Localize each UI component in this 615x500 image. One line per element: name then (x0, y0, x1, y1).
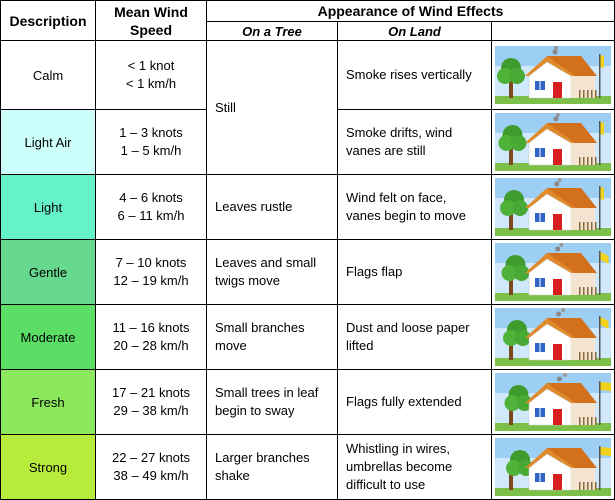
flag-icon (601, 122, 605, 135)
tree-effect-line: begin to sway (215, 403, 295, 418)
fence-post (591, 287, 593, 295)
speed-kmh: 12 – 19 km/h (113, 273, 189, 288)
fence-post (587, 222, 589, 230)
fence-post (595, 222, 597, 230)
fence-post (579, 287, 581, 295)
door-icon (553, 149, 562, 165)
speed-knots: < 1 knot (127, 58, 175, 73)
fence-post (595, 482, 597, 490)
scene-picture-cell (492, 305, 615, 370)
header-on-land: On Land (338, 22, 492, 41)
tree-effect-line: Small trees in leaf (215, 385, 319, 400)
door-icon (553, 82, 562, 98)
tree-effect-cell (207, 435, 338, 500)
speed-knots: 4 – 6 knots (119, 190, 183, 205)
description-cell: Strong (1, 435, 96, 500)
speed-cell (96, 175, 207, 240)
description-cell: Gentle (1, 240, 96, 305)
scene-picture-cell (492, 110, 615, 175)
tree-effect-cell (207, 41, 338, 175)
fence-post (587, 417, 589, 425)
fence-post (579, 157, 581, 165)
fence-post (583, 417, 585, 425)
land-effect-cell (338, 41, 492, 110)
table-row (1, 240, 615, 305)
land-effect-cell (338, 435, 492, 500)
smoke-icon (561, 308, 565, 312)
fence-post (587, 157, 589, 165)
fence-post (595, 90, 597, 98)
table-row (1, 370, 615, 435)
fence-post (579, 352, 581, 360)
fence-post (579, 482, 581, 490)
scene-picture-cell (492, 435, 615, 500)
description-cell: Moderate (1, 305, 96, 370)
land-effect-line: vanes are still (346, 143, 426, 158)
fence-post (587, 352, 589, 360)
door-icon (553, 474, 562, 490)
wind-scene-icon (495, 243, 611, 301)
smoke-icon (563, 373, 567, 377)
wind-scene-icon (495, 308, 611, 366)
table-row (1, 435, 615, 500)
table-row (1, 305, 615, 370)
land-effect-line: Flags fully extended (346, 394, 462, 409)
table-row (1, 41, 615, 110)
fence-post (591, 352, 593, 360)
flag-pole (599, 186, 601, 230)
land-effect-line: Whistling in wires, (346, 441, 451, 456)
speed-knots: 17 – 21 knots (111, 385, 191, 400)
speed-cell (96, 370, 207, 435)
speed-kmh: 20 – 28 km/h (113, 338, 189, 353)
flag-pole (599, 251, 601, 295)
land-effect-cell (338, 110, 492, 175)
land-effect-line: Wind felt on face, (346, 190, 447, 205)
flag-pole (599, 446, 601, 490)
description-cell: Fresh (1, 370, 96, 435)
flag-icon (601, 55, 605, 68)
window-frame (540, 408, 541, 417)
tree-effect-line: twigs move (215, 273, 281, 288)
scene-picture-cell (492, 175, 615, 240)
speed-kmh: 29 – 38 km/h (113, 403, 189, 418)
land-effect-cell (338, 175, 492, 240)
land-effect-line: Smoke drifts, wind (346, 125, 453, 140)
header-mean-wind-line1: Mean Wind (114, 3, 188, 20)
speed-knots: 11 – 16 knots (112, 320, 190, 335)
fence-post (595, 352, 597, 360)
smoke-icon (554, 46, 558, 50)
tree-crown-icon (509, 68, 525, 84)
smoke-icon (559, 243, 563, 247)
flag-pole (599, 381, 601, 425)
tree-effect-cell (207, 175, 338, 240)
land-effect-line: difficult to use (346, 477, 426, 492)
header-picture (492, 22, 615, 41)
tree-effect-cell (207, 370, 338, 435)
tree-effect-line: Larger branches (215, 450, 310, 465)
scene-picture-cell (492, 240, 615, 305)
land-effect-line: Flags flap (346, 264, 403, 279)
flag-icon (601, 187, 605, 200)
speed-cell (96, 110, 207, 175)
flag-icon (601, 382, 612, 391)
smoke-icon (554, 182, 559, 187)
smoke-icon (557, 377, 562, 382)
header-mean-wind-line2: Speed (129, 21, 172, 38)
land-effect-cell (338, 305, 492, 370)
scene-picture-cell (492, 370, 615, 435)
window-frame (540, 278, 541, 287)
wind-scene-icon (495, 178, 611, 236)
fence-post (583, 482, 585, 490)
fence-post (591, 482, 593, 490)
window-frame (540, 81, 541, 90)
tree-effect-line: move (215, 338, 247, 353)
door-icon (553, 279, 562, 295)
land-effect-cell (338, 370, 492, 435)
speed-kmh: 1 – 5 km/h (120, 143, 182, 158)
speed-kmh: 38 – 49 km/h (113, 468, 189, 483)
fence-post (579, 222, 581, 230)
door-icon (553, 409, 562, 425)
fence-post (579, 90, 581, 98)
wind-scene-icon (495, 113, 611, 171)
tree-effect-line: Small branches (215, 320, 305, 335)
speed-knots: 7 – 10 knots (115, 255, 187, 270)
fence-post (591, 90, 593, 98)
land-effect-line: Dust and loose paper (346, 320, 470, 335)
description-cell: Light Air (1, 110, 96, 175)
land-effect-line: Smoke rises vertically (346, 67, 472, 82)
fence-post (595, 287, 597, 295)
speed-knots: 1 – 3 knots (119, 125, 183, 140)
door-icon (553, 214, 562, 230)
fence-post (587, 482, 589, 490)
smoke-icon (556, 312, 561, 317)
speed-cell (96, 435, 207, 500)
wind-scene-icon (495, 46, 611, 104)
speed-knots: 22 – 27 knots (111, 450, 191, 465)
fence-post (579, 417, 581, 425)
table-row (1, 175, 615, 240)
description-cell: Calm (1, 41, 96, 110)
window-frame (540, 343, 541, 352)
tree-effect-cell (207, 305, 338, 370)
speed-cell (96, 305, 207, 370)
fence-post (591, 417, 593, 425)
header-mean-wind-speed (96, 1, 207, 41)
tree-effect-line: Leaves and small (215, 255, 317, 270)
tree-crown-icon (511, 135, 527, 151)
fence-post (595, 157, 597, 165)
tree-effect-line: shake (215, 468, 250, 483)
flag-pole (599, 316, 601, 360)
speed-cell (96, 41, 207, 110)
fence-post (591, 157, 593, 165)
fence-post (587, 287, 589, 295)
tree-effect-cell (207, 240, 338, 305)
fence-post (587, 90, 589, 98)
wind-scene-icon (495, 373, 611, 431)
tree-effect-line: Leaves rustle (215, 199, 293, 214)
header-on-tree: On a Tree (207, 22, 338, 41)
smoke-icon (558, 178, 562, 182)
fence-post (591, 222, 593, 230)
land-effect-line: vanes begin to move (346, 208, 466, 223)
description-cell: Light (1, 175, 96, 240)
speed-kmh: < 1 km/h (125, 76, 177, 91)
fence-post (583, 287, 585, 295)
smoke-icon (555, 247, 560, 252)
fence-post (583, 90, 585, 98)
flag-pole (599, 54, 601, 98)
fence-post (583, 157, 585, 165)
tree-effect-line: Still (215, 99, 236, 115)
window-frame (540, 213, 541, 222)
header-appearance: Appearance of Wind Effects (207, 1, 615, 22)
wind-scene-icon (495, 438, 611, 496)
smoke-icon (553, 50, 558, 55)
fence-post (583, 352, 585, 360)
land-effect-line: umbrellas become (346, 459, 453, 474)
land-effect-cell (338, 240, 492, 305)
window-frame (540, 473, 541, 482)
smoke-icon (553, 117, 558, 122)
fence-post (595, 417, 597, 425)
speed-cell (96, 240, 207, 305)
speed-kmh: 6 – 11 km/h (117, 208, 185, 223)
flag-pole (599, 121, 601, 165)
land-effect-line: lifted (346, 338, 374, 353)
smoke-icon (556, 113, 560, 117)
header-description: Description (1, 1, 96, 41)
fence-post (583, 222, 585, 230)
flag-icon (601, 447, 612, 456)
door-icon (553, 344, 562, 360)
scene-picture-cell (492, 41, 615, 110)
window-frame (540, 148, 541, 157)
